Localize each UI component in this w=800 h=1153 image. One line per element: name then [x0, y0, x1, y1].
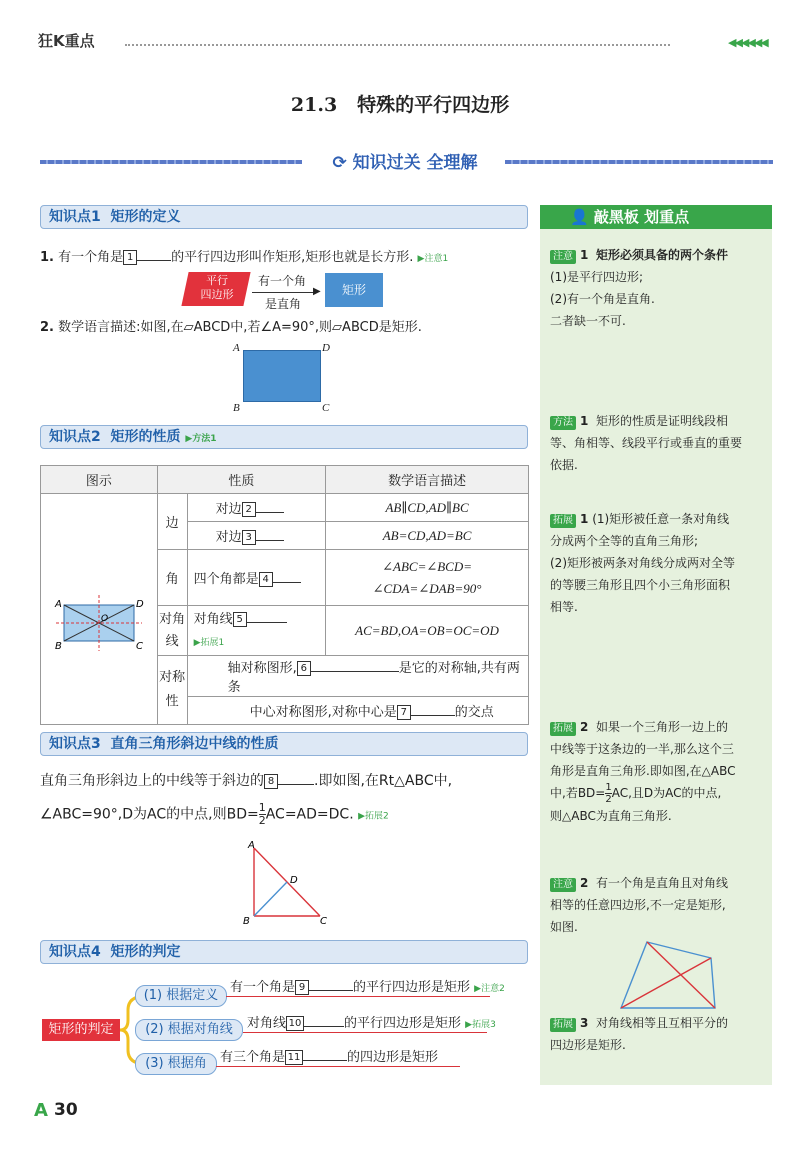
col-math-header: 数学语言描述 — [326, 466, 529, 494]
header-arrows-icon: ◀◀◀◀◀◀ — [728, 36, 767, 49]
sidebar-header: 👤 敲黑板 划重点 — [540, 205, 772, 229]
row-side-label: 边 — [157, 494, 187, 550]
angle-row: 四个角都是 4 — [187, 550, 326, 606]
col-figure-header: 图示 — [41, 466, 158, 494]
flow-bottom-label: 是直角 — [265, 297, 302, 311]
kp1-item1: 1. 有一个角是 1 的平行四边形叫作矩形,矩形也就是长方形. ▶注意1 — [40, 246, 448, 269]
sidebar-method1: 方法 1 矩形的性质是证明线段相 等、角相等、线段平行或垂直的重要 依据. — [550, 414, 743, 472]
kp3-line2: ∠ABC=90°,D为AC的中点,则$BD=\frac{1}{2}AC=AD=DC$. ▶拓展2 — [40, 801, 389, 827]
sidebar-note1: 注意 1 矩形必须具备的两个条件 (1)是平行四边形; (2)有一个角是直角. 二者缺一不可. — [550, 248, 729, 328]
symmetry-row2: 中心对称图形,对称中心是 7 的交点 — [187, 697, 528, 725]
flow-arrow — [252, 292, 316, 293]
mindmap-rule3: 有三个角是 11 的四边形是矩形 — [220, 1046, 438, 1068]
fig-label-c: C — [136, 641, 143, 652]
mindmap-node-angle: (3) 根据角 — [135, 1053, 217, 1075]
right-triangle-figure — [240, 838, 350, 928]
side-math2: AB=CD,AD=BC — [326, 522, 529, 550]
rect-label-a: A — [233, 342, 240, 354]
angle-math: ∠ABC=∠BCD= ∠CDA=∠DAB=90° — [326, 550, 529, 606]
tri-label-a: A — [248, 840, 255, 851]
symmetry-row1: 轴对称图形, 6 是它的对称轴,共有两条 — [187, 656, 528, 697]
kp3-line1: 直角三角形斜边上的中线等于斜边的 8 .即如图,在Rt△ABC中, — [40, 770, 452, 791]
kp1-heading: 知识点1 矩形的定义 — [40, 205, 528, 229]
rule2-underline — [243, 1032, 487, 1033]
fig-label-d: D — [136, 599, 144, 610]
rect-label-c: C — [322, 402, 330, 414]
mindmap-root: 矩形的判定 — [42, 1019, 120, 1041]
tri-label-c: C — [320, 916, 327, 927]
tri-label-d: D — [290, 875, 298, 886]
row-diagonal-label: 对角 线 — [157, 606, 187, 656]
mindmap-node-definition: (1) 根据定义 — [135, 985, 227, 1007]
row-symmetry-label: 对称 性 — [157, 656, 187, 725]
rect-label-b: B — [233, 402, 240, 414]
col-property-header: 性质 — [157, 466, 326, 494]
mindmap-rule1: 有一个角是 9 的平行四边形是矩形 ▶注意2 — [230, 976, 505, 999]
page-number: 30 — [54, 1100, 78, 1120]
rect-label-d: D — [322, 342, 330, 354]
banner-title: ⟳ 知识过关 全理解 — [332, 153, 478, 173]
diagonal-row: 对角线 5 ▶拓展1 — [187, 606, 326, 656]
tri-label-b: B — [243, 916, 250, 927]
fig-label-a: A — [55, 599, 62, 610]
kp4-heading: 知识点4 矩形的判定 — [40, 940, 528, 964]
flow-top-label: 有一个角 — [258, 274, 307, 288]
sidebar-note2: 注意 2 有一个角是直角且对角线 相等的任意四边形,不一定是矩形, 如图. — [550, 876, 729, 934]
banner-line-left — [40, 160, 302, 164]
header-dotted-line — [125, 44, 670, 46]
header-logo: 狂K重点 — [38, 32, 95, 50]
side-row1: 对边 2 — [187, 494, 326, 522]
page-number-icon: A — [34, 1100, 48, 1121]
refresh-icon: ⟳ — [332, 153, 347, 173]
properties-table — [40, 465, 529, 725]
kp2-heading: 知识点2 矩形的性质 ▶方法1 — [40, 425, 528, 449]
diagonal-math: AC=BD,OA=OB=OC=OD — [326, 606, 529, 656]
kp1-item2: 2. 数学语言描述:如图,在▱ABCD中,若∠A=90°,则▱ABCD是矩形. — [40, 320, 422, 335]
page-title: 21.3 特殊的平行四边形 — [290, 94, 510, 116]
sidebar-ext2: 拓展 2 如果一个三角形一边上的 中线等于这条边的一半,那么这个三 角形是直角三角形.即如图,在△ABC 中,若BD=1 2AC,且D为AC的中点, 则△ABC为直角三角形. — [550, 720, 736, 823]
rect-diagonal-figure — [42, 497, 154, 717]
mindmap-node-diagonal: (2) 根据对角线 — [135, 1019, 243, 1041]
fig-label-b: B — [55, 641, 62, 652]
flow-left-label: 平行 四边形 — [200, 274, 234, 301]
student-icon: 👤 — [570, 208, 589, 226]
rule1-underline — [226, 996, 490, 997]
quadrilateral-figure — [615, 936, 725, 1016]
rule3-underline — [216, 1066, 460, 1067]
rect-figure — [243, 350, 321, 402]
side-row2: 对边 3 — [187, 522, 326, 550]
row-angle-label: 角 — [157, 550, 187, 606]
side-math1: AB∥CD,AD∥BC — [326, 494, 529, 522]
fig-label-o: O — [101, 614, 109, 624]
sidebar-ext3: 拓展 3 对角线相等且互相平分的 四边形是矩形. — [550, 1016, 729, 1052]
flow-arrow-head-icon: ▶ — [313, 286, 321, 297]
banner-line-right — [505, 160, 773, 164]
mindmap-rule2: 对角线 10 的平行四边形是矩形 ▶拓展3 — [247, 1012, 496, 1035]
flow-rect: 矩形 — [325, 273, 383, 307]
kp3-heading: 知识点3 直角三角形斜边中线的性质 — [40, 732, 528, 756]
table-figure-cell — [41, 494, 158, 725]
sidebar-ext1: 拓展 1 (1)矩形被任意一条对角线 分成两个全等的直角三角形; (2)矩形被两条对角线分成两对全等 的等腰三角形且四个小三角形面积 相等. — [550, 512, 735, 614]
